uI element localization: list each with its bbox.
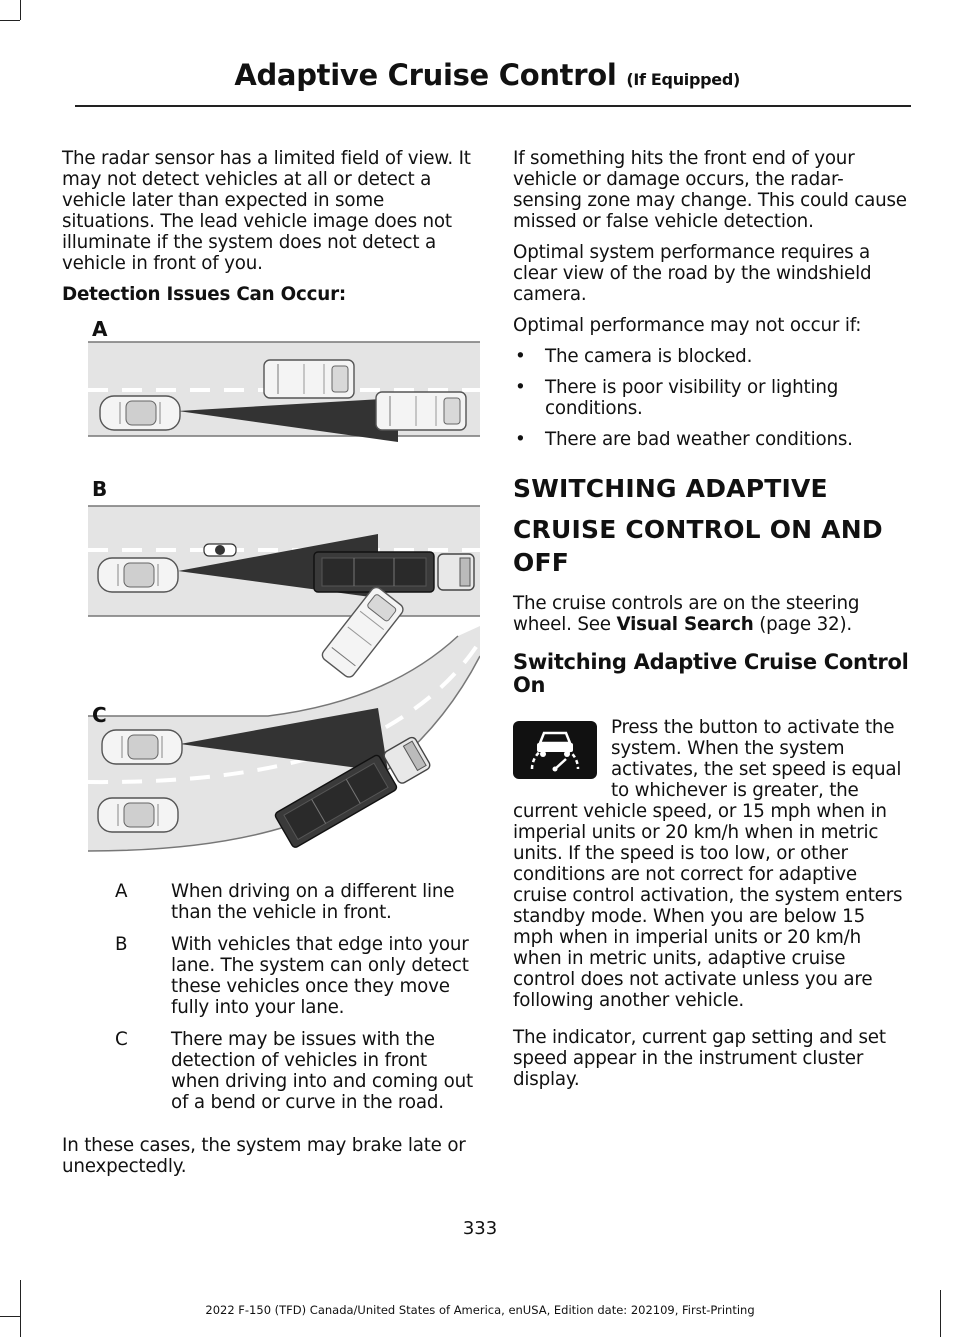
legend-row-b bbox=[115, 934, 480, 1018]
diagram-label-b: B bbox=[92, 477, 108, 501]
legend-letter: C bbox=[115, 1029, 128, 1050]
controls-text: The cruise controls are on the steering wheel. See bbox=[513, 593, 860, 635]
diagram-label-a: A bbox=[92, 317, 108, 341]
detection-diagram bbox=[88, 306, 480, 856]
conditions-intro: Optimal performance may not occur if: bbox=[513, 315, 862, 336]
camera-paragraph: Optimal system performance requires a clear view of the road by the windshield camera. bbox=[513, 242, 872, 305]
own-vehicle-b bbox=[98, 558, 178, 592]
legend-letter: A bbox=[115, 881, 128, 902]
page-number: 333 bbox=[462, 1218, 498, 1239]
section-heading bbox=[513, 472, 909, 579]
own-vehicle-a bbox=[100, 396, 180, 430]
truck-b bbox=[314, 552, 474, 592]
list-item bbox=[513, 377, 909, 419]
conditions-list bbox=[513, 346, 909, 450]
activation-block bbox=[513, 717, 909, 1011]
list-item bbox=[513, 346, 909, 367]
bullet-glyph: • bbox=[515, 429, 526, 450]
controls-page-ref: (page 32). bbox=[753, 614, 852, 635]
activation-paragraph: Press the button to activate the system. When the system activates, the set speed is equal to whichever is greater, the current vehicle speed, or 15 mph when in imperial units or 20 km/h when in metric units. If the speed is too low, or other conditions are not correct for adaptive cruise control activation, the system enters standby mode. When you are below 15 mph when in imperial units or 20 km/h when in metric units, adaptive cruise control does not activate unless you are following another vehicle. bbox=[513, 717, 903, 1011]
closing-paragraph: In these cases, the system may brake late or unexpectedly. bbox=[62, 1135, 466, 1177]
bullet-glyph: • bbox=[515, 346, 526, 367]
right-column bbox=[513, 148, 909, 1100]
indicator-paragraph: The indicator, current gap setting and set speed appear in the instrument cluster display. bbox=[513, 1027, 886, 1090]
section-heading-line: SWITCHING ADAPTIVE bbox=[513, 474, 828, 503]
other-vehicle-a bbox=[376, 392, 466, 430]
header-subtitle: (If Equipped) bbox=[626, 70, 740, 89]
closing-block bbox=[62, 1135, 480, 1187]
legend-row-c bbox=[115, 1029, 480, 1113]
list-item bbox=[513, 429, 909, 450]
legend-text: With vehicles that edge into your lane. The system can only detect these vehicles once they move fully into your lane. bbox=[171, 934, 469, 1018]
sub-heading: Switching Adaptive Cruise Control On bbox=[513, 650, 909, 697]
legend-row-a bbox=[115, 881, 480, 923]
motorcycle bbox=[204, 544, 236, 556]
footer-edition: 2022 F-150 (TFD) Canada/United States of America, enUSA, Edition date: 202109, First-Printing bbox=[205, 1303, 755, 1317]
lead-vehicle-a bbox=[264, 360, 354, 398]
list-item-text: There is poor visibility or lighting conditions. bbox=[545, 377, 839, 419]
bullet-glyph: • bbox=[515, 377, 526, 398]
list-item-text: The camera is blocked. bbox=[545, 346, 753, 367]
header-rule bbox=[75, 105, 911, 107]
visual-search-link[interactable]: Visual Search bbox=[616, 614, 754, 635]
legend-text: When driving on a different line than the vehicle in front. bbox=[171, 881, 455, 923]
crop-mark bbox=[0, 20, 20, 21]
detection-heading: Detection Issues Can Occur: bbox=[62, 284, 347, 305]
legend-letter: B bbox=[115, 934, 128, 955]
list-item-text: There are bad weather conditions. bbox=[545, 429, 853, 450]
section-heading-line: CRUISE CONTROL ON AND OFF bbox=[513, 515, 883, 577]
adjacent-vehicle-c bbox=[98, 798, 178, 832]
damage-paragraph: If something hits the front end of your vehicle or damage occurs, the radar-sensing zone may change. This could cause missed or false vehicle detection. bbox=[513, 148, 907, 232]
intro-paragraph: The radar sensor has a limited field of view. It may not detect vehicles at all or detect a vehicle later than expected in some situations. The lead vehicle image does not illuminate if the system does not detect a vehicle in front of you. bbox=[62, 148, 471, 274]
own-vehicle-c bbox=[102, 730, 182, 764]
header-title: Adaptive Cruise Control bbox=[234, 58, 617, 92]
diagram-label-c: C bbox=[92, 703, 107, 727]
crop-mark bbox=[20, 0, 21, 20]
page-header bbox=[234, 58, 740, 92]
diagram-legend bbox=[115, 881, 480, 1124]
controls-paragraph bbox=[513, 593, 909, 635]
legend-text: There may be issues with the detection of vehicles in front when driving into and coming out of a bend or curve in the road. bbox=[171, 1029, 473, 1113]
left-column bbox=[62, 148, 480, 315]
adaptive-cruise-control-icon bbox=[513, 721, 597, 779]
